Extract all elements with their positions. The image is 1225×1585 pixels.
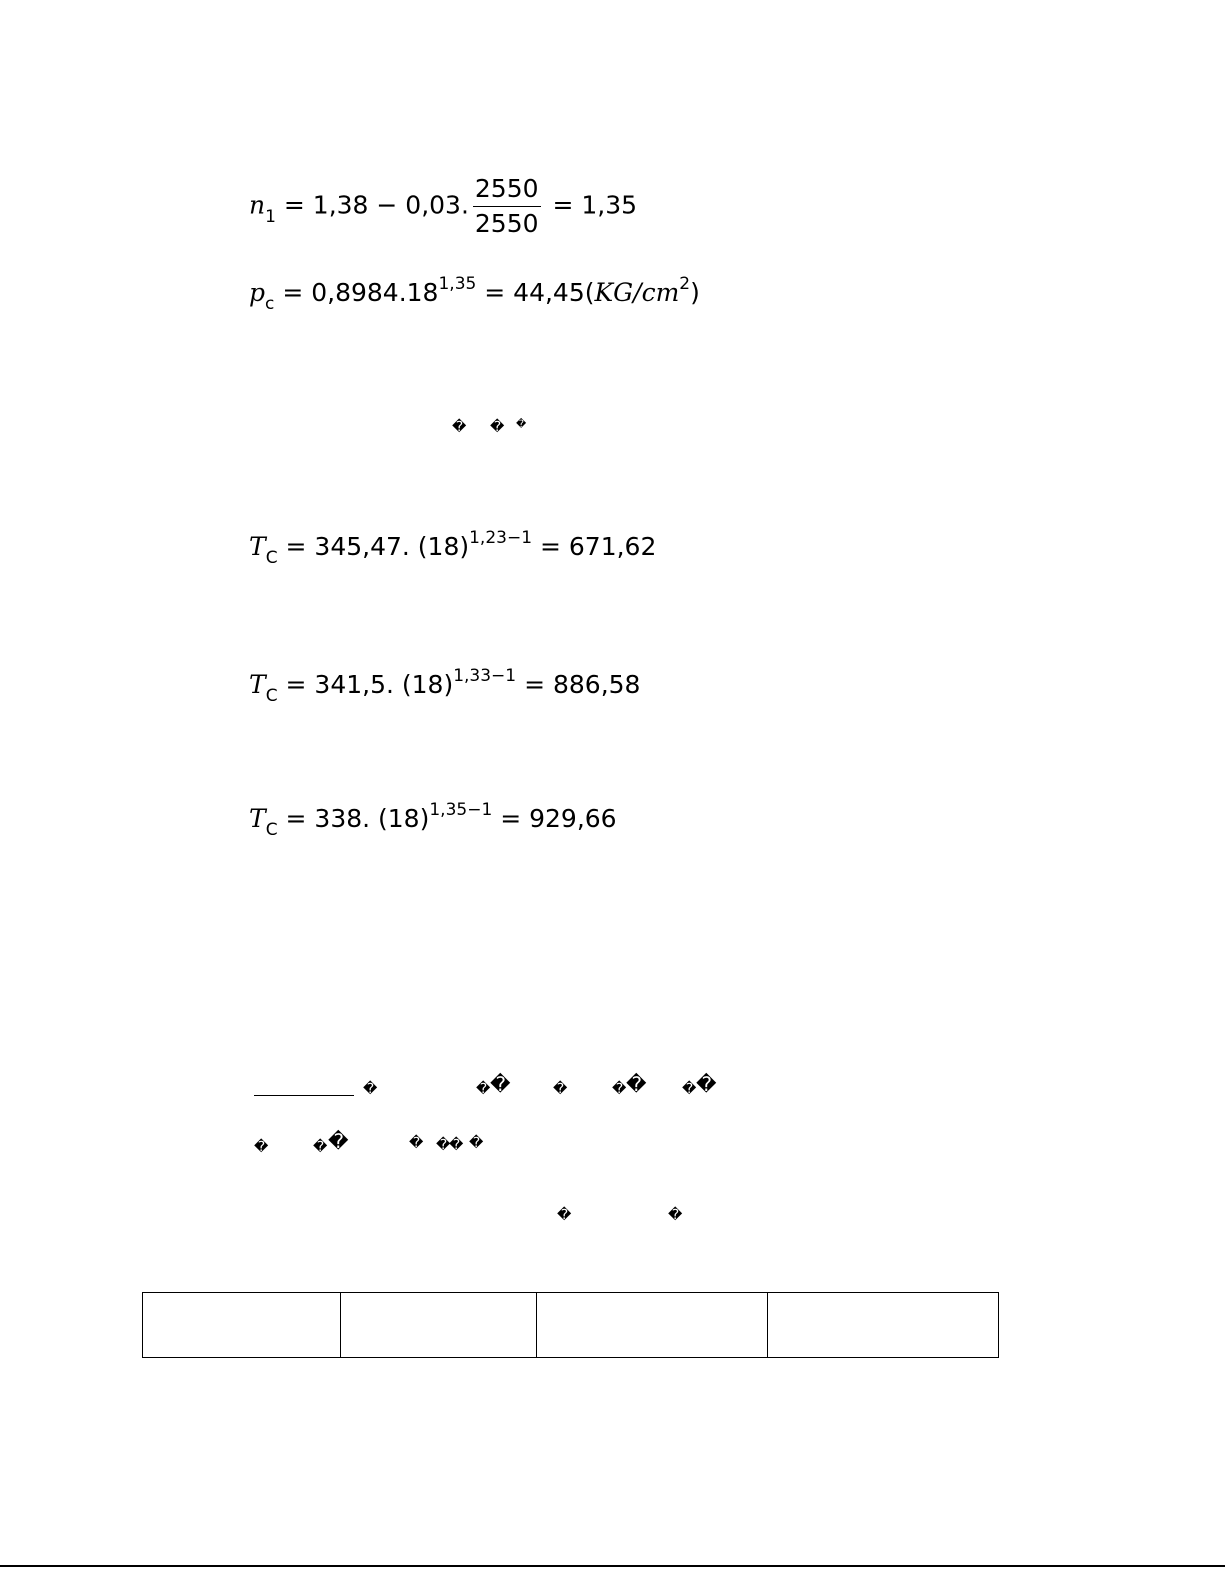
missing-glyph: �: [557, 1207, 572, 1223]
missing-glyph: �: [452, 419, 467, 435]
eq-tc3-result: = 929,66: [500, 804, 617, 833]
missing-glyph: �: [328, 1129, 349, 1153]
equation-n1: [249, 174, 637, 239]
eq-n1-result: = 1,35: [552, 190, 638, 220]
eq-n1-sub: 1: [265, 206, 276, 227]
eq-pc-result: = 44,45(: [484, 278, 595, 307]
table-cell: [143, 1293, 341, 1358]
table-row: [143, 1293, 999, 1358]
missing-glyph: �: [612, 1081, 627, 1097]
eq-n1-expr: = 1,38 − 0,03.: [283, 190, 469, 220]
eq-pc-close: ): [690, 278, 700, 307]
eq-pc-unit-exp: 2: [679, 274, 691, 294]
eq-tc1-result: = 671,62: [539, 532, 657, 561]
eq-tc2-lhs: T: [249, 670, 266, 699]
eq-pc-expr: = 0,8984.18: [282, 278, 439, 307]
eq-pc-exp: 1,35: [438, 274, 477, 294]
eq-tc2-result: = 886,58: [524, 670, 641, 699]
eq-tc2-exp: 1,33−1: [453, 666, 517, 686]
eq-pc-unit: KG/cm: [594, 278, 680, 307]
missing-glyph: �: [363, 1081, 378, 1097]
missing-glyph: �: [469, 1135, 484, 1151]
data-table: [142, 1292, 999, 1358]
equation-tc-1: [249, 528, 657, 568]
eq-tc3-exp: 1,35−1: [429, 800, 493, 820]
eq-n1-numerator: 2550: [473, 174, 541, 207]
missing-glyph: �: [313, 1139, 328, 1155]
eq-tc2-expr: = 341,5. (18): [285, 670, 454, 699]
missing-glyph: �: [490, 1072, 511, 1096]
table-cell: [768, 1293, 999, 1358]
equation-tc-3: [249, 800, 617, 840]
eq-n1-denominator: 2550: [474, 209, 539, 238]
missing-glyph: �: [626, 1072, 647, 1096]
eq-tc2-sub: C: [265, 686, 278, 706]
missing-glyph: �: [254, 1139, 269, 1155]
eq-tc3-lhs: T: [249, 804, 266, 833]
eq-tc1-exp: 1,23−1: [469, 528, 533, 548]
table-cell: [537, 1293, 768, 1358]
eq-pc-sub: c: [265, 294, 275, 314]
missing-glyph: �: [696, 1072, 717, 1096]
missing-glyph: �: [682, 1081, 697, 1097]
missing-glyph: �: [409, 1135, 424, 1151]
eq-n1-lhs: n: [249, 190, 266, 220]
eq-tc1-sub: C: [265, 548, 278, 568]
table-cell: [341, 1293, 537, 1358]
eq-tc3-sub: C: [265, 820, 278, 840]
missing-glyph: �: [490, 419, 505, 435]
eq-tc3-expr: = 338. (18): [285, 804, 430, 833]
missing-glyph: �: [476, 1081, 491, 1097]
missing-glyph: �: [449, 1137, 464, 1153]
equation-pc: [249, 274, 700, 314]
missing-glyph: �: [516, 419, 527, 430]
missing-glyph: �: [436, 1137, 451, 1153]
eq-tc1-lhs: T: [249, 532, 266, 561]
footer-line: [0, 1565, 1225, 1567]
eq-tc1-expr: = 345,47. (18): [285, 532, 470, 561]
eq-n1-fraction: [473, 174, 541, 239]
equation-tc-2: [249, 666, 641, 706]
eq-pc-lhs: p: [249, 278, 266, 307]
missing-glyph: �: [553, 1081, 568, 1097]
underline-rule: [254, 1095, 354, 1096]
missing-glyph: �: [668, 1207, 683, 1223]
